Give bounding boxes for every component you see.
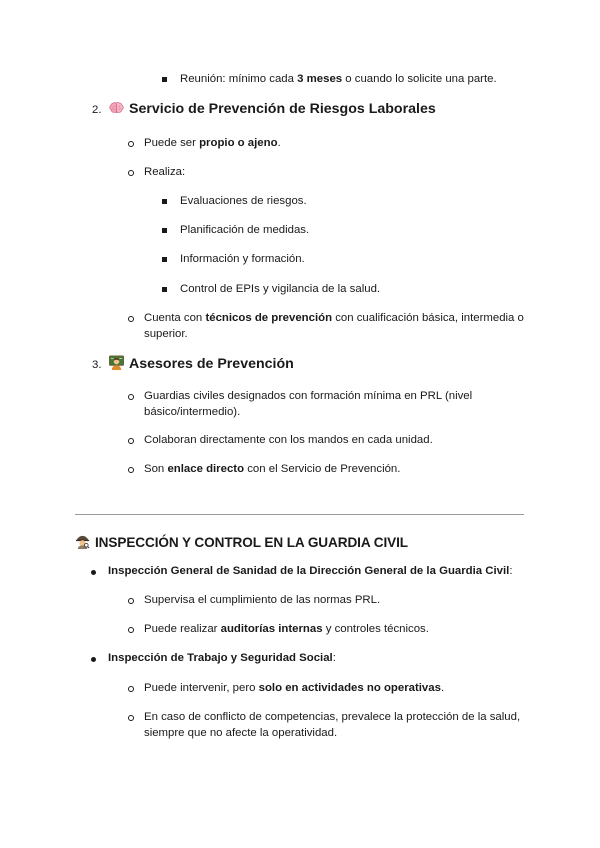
teacher-icon <box>109 355 124 370</box>
list-item: Evaluaciones de riesgos. <box>180 195 307 207</box>
square-bullet <box>162 287 167 292</box>
square-bullet <box>162 77 167 82</box>
list-item: Puede realizar auditorías internas y controles técnicos. <box>144 623 429 635</box>
list-item: Reunión: mínimo cada 3 meses o cuando lo solicite una parte. <box>180 73 497 85</box>
square-bullet <box>162 199 167 204</box>
disc-bullet <box>91 570 96 575</box>
list-item: Son enlace directo con el Servicio de Prevención. <box>144 463 401 475</box>
section-number: 3. <box>92 359 102 371</box>
circle-bullet <box>128 686 134 692</box>
list-item: Puede intervenir, pero solo en actividades no operativas. <box>144 682 445 694</box>
list-item: Realiza: <box>144 166 186 178</box>
list-item: Planificación de medidas. <box>180 224 310 236</box>
list-item: En caso de conflicto de competencias, prevalece la protección de la salud, siempre que no afecte la operatividad. <box>144 711 521 739</box>
list-item: Control de EPIs y vigilancia de la salud. <box>180 283 381 295</box>
circle-bullet <box>128 141 134 147</box>
disc-bullet <box>91 657 96 662</box>
section-heading: Asesores de Prevención <box>109 355 294 373</box>
circle-bullet <box>128 715 134 721</box>
square-bullet <box>162 228 167 233</box>
circle-bullet <box>128 598 134 604</box>
circle-bullet <box>128 394 134 400</box>
list-item: Inspección General de Sanidad de la Dirección General de la Guardia Civil: <box>108 565 513 577</box>
list-item: Supervisa el cumplimiento de las normas PRL. <box>144 594 381 606</box>
list-item: Guardias civiles designados con formación mínima en PRL (nivel básico/intermedio). <box>144 390 473 418</box>
circle-bullet <box>128 627 134 633</box>
circle-bullet <box>128 170 134 176</box>
brain-icon <box>109 100 124 115</box>
list-item: Información y formación. <box>180 253 305 265</box>
circle-bullet <box>128 467 134 473</box>
list-item: Inspección de Trabajo y Seguridad Social: <box>108 652 336 664</box>
section-heading: Servicio de Prevención de Riesgos Laborales <box>109 100 436 118</box>
section-number: 2. <box>92 104 102 116</box>
circle-bullet <box>128 438 134 444</box>
list-item: Colaboran directamente con los mandos en cada unidad. <box>144 434 433 446</box>
list-item: Cuenta con técnicos de prevención con cualificación básica, intermedia o superior. <box>144 312 524 340</box>
square-bullet <box>162 257 167 262</box>
horizontal-divider <box>75 514 524 515</box>
list-item: Puede ser propio o ajeno. <box>144 137 281 149</box>
circle-bullet <box>128 316 134 322</box>
section-heading: INSPECCIÓN Y CONTROL EN LA GUARDIA CIVIL <box>75 534 408 552</box>
detective-icon <box>75 534 90 549</box>
